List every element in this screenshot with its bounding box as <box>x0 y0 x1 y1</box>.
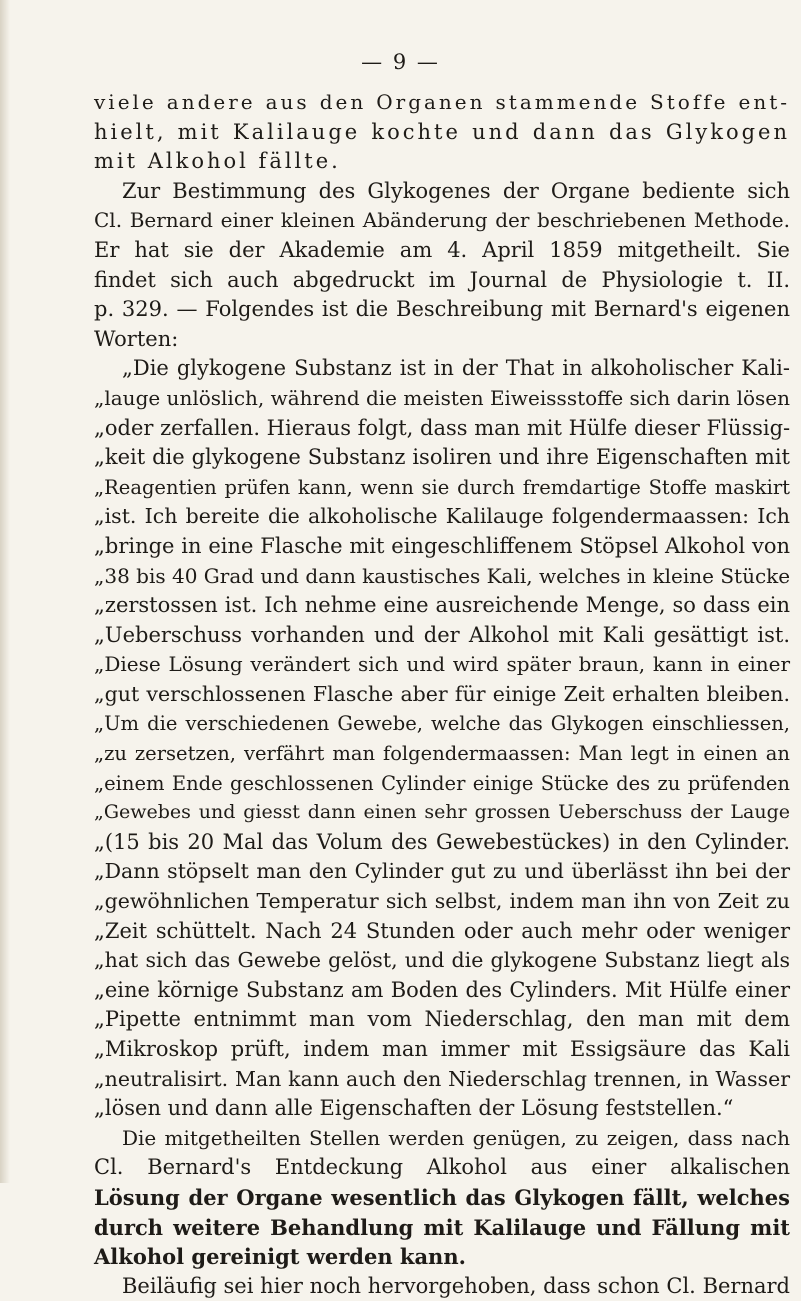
text-line: „Diese Lösung verändert sich und wird später braun, kann in einer <box>94 652 790 677</box>
text-line: „bringe in eine Flasche mit eingeschliffenem Stöpsel Alkohol von <box>94 533 790 558</box>
text-line: Lösung der Organe wesentlich das Glykogen fällt, welches <box>94 1184 790 1210</box>
text-line: „einem Ende geschlossenen Cylinder einige Stücke des zu prüfenden <box>94 771 790 795</box>
text-line: „eine körnige Substanz am Boden des Cylinders. Mit Hülfe einer <box>94 977 790 1002</box>
text-line: „Um die verschiedenen Gewebe, welche das Glykogen einschliessen, <box>94 712 790 736</box>
text-line: „Die glykogene Substanz ist in der That in alkoholischer Kali- <box>122 356 790 381</box>
text-line: p. 329. — Folgendes ist die Beschreibung mit Bernard's eigenen <box>94 297 790 322</box>
text-line: Er hat sie der Akademie am 4. April 1859 mitgetheilt. Sie <box>94 237 790 262</box>
text-line: „Dann stöpselt man den Cylinder gut zu und überlässt ihn bei der <box>94 859 790 884</box>
text-line: Worten: <box>94 326 179 351</box>
text-line: „Mikroskop prüft, indem man immer mit Essigsäure das Kali <box>94 1037 790 1061</box>
text-line: „neutralisirt. Man kann auch den Niederschlag trennen, in Wasser <box>94 1066 790 1091</box>
text-line: „(15 bis 20 Mal das Volum des Gewebestückes) in den Cylinder. <box>94 829 790 854</box>
text-line: „lösen und dann alle Eigenschaften der Lösung feststellen.“ <box>94 1096 734 1121</box>
page-number: — 9 — <box>361 50 440 74</box>
text-line: Cl. Bernard einer kleinen Abänderung der beschriebenen Methode. <box>94 208 790 233</box>
text-line: „ist. Ich bereite die alkoholische Kalilauge folgendermaassen: Ich <box>94 504 790 529</box>
text-line: Alkohol gereinigt werden kann. <box>94 1244 466 1270</box>
text-line: mit Alkohol fällte. <box>94 149 341 174</box>
text-line: Beiläufig sei hier noch hervorgehoben, dass schon Cl. Bernard <box>122 1273 790 1298</box>
text-line: „zerstossen ist. Ich nehme eine ausreichende Menge, so dass ein <box>94 593 790 618</box>
text-line: „Pipette entnimmt man vom Niederschlag, den man mit dem <box>94 1007 790 1032</box>
text-line: findet sich auch abgedruckt im Journal de Physiologie t. II. <box>94 267 790 292</box>
text-line: „gewöhnlichen Temperatur sich selbst, indem man ihn von Zeit zu <box>94 889 790 914</box>
text-line: „oder zerfallen. Hieraus folgt, dass man mit Hülfe dieser Flüssig- <box>94 415 791 440</box>
text-line: durch weitere Behandlung mit Kalilauge und Fällung mit <box>94 1214 790 1240</box>
text-line: „lauge unlöslich, während die meisten Eiweissstoffe sich darin lösen <box>94 385 790 410</box>
text-line: Die mitgetheilten Stellen werden genügen, zu zeigen, dass nach <box>122 1125 790 1150</box>
text-line: „gut verschlossenen Flasche aber für einige Zeit erhalten bleiben. <box>94 681 790 706</box>
text-line: Cl. Bernard's Entdeckung Alkohol aus einer alkalischen <box>94 1155 790 1180</box>
text-line: viele andere aus den Organen stammende Stoffe ent- <box>94 90 790 114</box>
page-edge-shadow <box>0 0 10 1183</box>
text-line: „Zeit schüttelt. Nach 24 Stunden oder auch mehr oder weniger <box>94 918 790 943</box>
text-line: „38 bis 40 Grad und dann kaustisches Kali, welches in kleine Stücke <box>94 563 791 588</box>
body-text <box>94 88 790 1301</box>
text-line: „Reagentien prüfen kann, wenn sie durch fremdartige Stoffe maskirt <box>94 475 790 499</box>
text-line: „zu zersetzen, verfährt man folgendermaassen: Man legt in einen an <box>94 742 790 766</box>
text-line: „keit die glykogene Substanz isoliren und ihre Eigenschaften mit <box>94 445 790 470</box>
text-line: „Ueberschuss vorhanden und der Alkohol mit Kali gesättigt ist. <box>94 622 790 647</box>
text-line: Zur Bestimmung des Glykogenes der Organe bediente sich <box>122 178 790 203</box>
text-line: „hat sich das Gewebe gelöst, und die glykogene Substanz liegt als <box>94 948 790 973</box>
text-line: „Gewebes und giesst dann einen sehr grossen Ueberschuss der Lauge <box>94 801 790 824</box>
text-line: hielt, mit Kalilauge kochte und dann das Glykogen <box>94 119 790 144</box>
